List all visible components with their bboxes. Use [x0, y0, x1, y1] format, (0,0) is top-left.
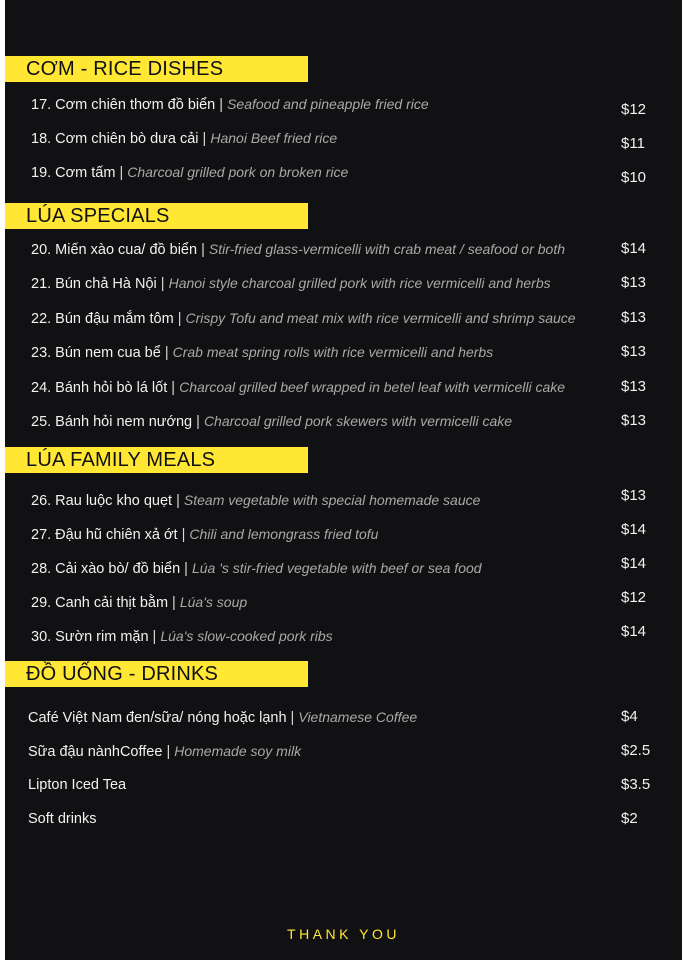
item-description: Steam vegetable with special homemade sauce [183, 492, 481, 508]
item-price: $10 [621, 169, 647, 186]
item-description: Vietnamese Coffee [298, 709, 418, 725]
item-separator: | [197, 242, 209, 258]
menu-item [5, 273, 682, 297]
item-name: 21. Bún chả Hà Nội [31, 276, 157, 292]
item-name: 26. Rau luộc kho quẹt [31, 493, 173, 509]
item-name: Sữa đậu nànhCoffee [28, 744, 163, 760]
item-name: 19. Cơm tấm [31, 165, 116, 181]
item-price: $2 [621, 810, 638, 827]
menu-item [5, 308, 682, 332]
item-description: Hanoi style charcoal grilled pork with rice vermicelli and herbs [168, 275, 551, 291]
menu-item [5, 555, 682, 582]
menu-item [5, 521, 682, 548]
item-name: 29. Canh cải thịt bằm [31, 595, 169, 611]
section-title: CƠM - RICE DISHES [5, 56, 308, 82]
menu-item [5, 775, 682, 799]
item-name: 20. Miến xào cua/ đồ biển [31, 242, 198, 258]
menu-item [5, 809, 682, 833]
item-price: $13 [621, 343, 647, 360]
item-description: Charcoal grilled beef wrapped in betel leaf with vermicelli cake [179, 379, 566, 395]
item-price: $14 [621, 555, 647, 572]
item-name: 22. Bún đậu mắm tôm [31, 311, 174, 327]
item-separator: | [215, 97, 228, 113]
item-price: $12 [621, 101, 647, 118]
item-price: $12 [621, 589, 647, 606]
item-separator: | [148, 629, 161, 645]
item-separator: | [115, 165, 128, 181]
section-title: ĐỒ UỐNG - DRINKS [5, 661, 308, 687]
item-price: $13 [621, 274, 647, 291]
item-name: 30. Sườn rim mặn [31, 629, 149, 645]
menu-item [5, 94, 682, 118]
item-price: $13 [621, 309, 647, 326]
item-price: $13 [621, 487, 647, 504]
item-separator: | [177, 527, 190, 543]
item-separator: | [192, 414, 204, 430]
item-name: 28. Cải xào bò/ đồ biển [31, 561, 181, 577]
item-separator: | [180, 561, 192, 577]
item-separator: | [172, 493, 184, 509]
item-price: $13 [621, 412, 647, 429]
item-price: $14 [621, 240, 647, 257]
item-name: 17. Cơm chiên thơm đồ biển [31, 97, 216, 113]
menu-page [5, 0, 682, 960]
item-separator: | [198, 131, 211, 147]
item-price: $14 [621, 521, 647, 538]
item-price: $14 [621, 623, 647, 640]
item-description: Lúa's soup [179, 594, 248, 610]
menu-item [5, 623, 682, 650]
section-title: LÚA SPECIALS [5, 203, 308, 229]
item-description: Lúa's slow-cooked pork ribs [160, 628, 333, 644]
item-name: Soft drinks [28, 811, 97, 827]
item-name: Café Việt Nam đen/sữa/ nóng hoặc lạnh [28, 710, 287, 726]
item-description: Crispy Tofu and meat mix with rice vermicelli and shrimp sauce [185, 310, 576, 326]
item-description: Charcoal grilled pork on broken rice [127, 164, 349, 180]
menu-item [5, 377, 682, 401]
section-title: LÚA FAMILY MEALS [5, 447, 308, 473]
menu-item [5, 411, 682, 435]
item-description: Lúa 's stir-fried vegetable with beef or sea food [191, 560, 482, 576]
item-description: Charcoal grilled pork skewers with vermicelli cake [203, 413, 513, 429]
thank-you-footer: THANK YOU [287, 926, 400, 942]
menu-item [5, 162, 682, 186]
menu-item [5, 239, 682, 263]
item-description: Seafood and pineapple fried rice [227, 96, 429, 112]
item-name: 25. Bánh hỏi nem nướng [31, 414, 193, 430]
item-description: Crab meat spring rolls with rice vermicelli and herbs [172, 344, 494, 360]
menu-item [5, 487, 682, 514]
item-separator: | [286, 710, 299, 726]
item-name: 24. Bánh hỏi bò lá lốt [31, 380, 168, 396]
item-description: Chili and lemongrass fried tofu [189, 526, 379, 542]
menu-item [5, 707, 682, 731]
item-price: $11 [621, 135, 645, 152]
item-price: $13 [621, 378, 647, 395]
item-description: Homemade soy milk [174, 743, 302, 759]
item-name: 18. Cơm chiên bò dưa cải [31, 131, 199, 147]
item-separator: | [162, 744, 175, 760]
item-price: $4 [621, 708, 638, 725]
item-name: Lipton Iced Tea [28, 777, 127, 793]
item-separator: | [173, 311, 186, 327]
item-name: 23. Bún nem cua bể [31, 345, 161, 361]
item-separator: | [168, 595, 180, 611]
item-name: 27. Đậu hũ chiên xả ớt [31, 527, 178, 543]
menu-item [5, 342, 682, 366]
item-description: Stir-fried glass-vermicelli with crab meat / seafood or both [208, 241, 565, 257]
item-separator: | [160, 345, 173, 361]
menu-item [5, 741, 682, 765]
item-description: Hanoi Beef fried rice [210, 130, 338, 146]
menu-item [5, 128, 682, 152]
item-separator: | [156, 276, 169, 292]
menu-item [5, 589, 682, 616]
item-separator: | [167, 380, 180, 396]
item-price: $2.5 [621, 742, 651, 759]
item-price: $3.5 [621, 776, 651, 793]
